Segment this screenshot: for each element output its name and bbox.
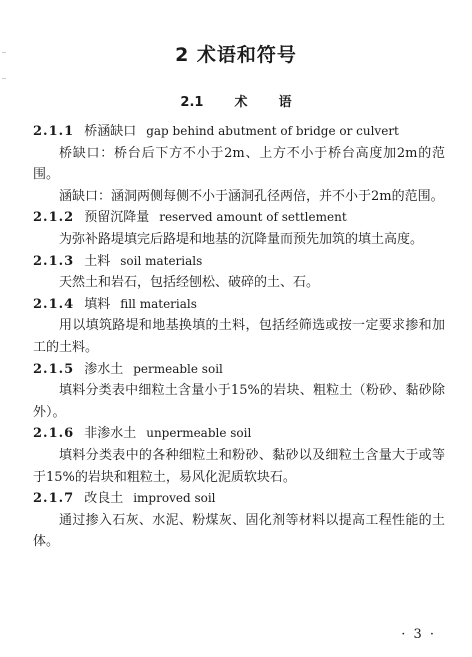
term-entry	[33, 294, 445, 359]
section-name-part: 语	[278, 95, 292, 110]
term-entry	[33, 423, 445, 488]
term-heading	[33, 423, 445, 445]
term-heading	[33, 207, 445, 229]
term-english: improved soil	[133, 491, 216, 506]
term-number: 2.1.4	[33, 296, 75, 312]
term-number: 2.1.3	[33, 253, 75, 269]
terms-list	[33, 121, 445, 553]
term-number: 2.1.1	[33, 124, 75, 139]
term-chinese: 改良土	[84, 491, 124, 507]
term-heading	[33, 121, 445, 143]
term-english: gap behind abutment of bridge or culvert	[146, 124, 399, 138]
term-entry	[33, 121, 445, 207]
term-definition: 填料分类表中的各种细粒土和粉砂、黏砂以及细粒土含量大于或等于15%的岩块和粗粒土，易风化泥质软块石。	[33, 447, 445, 485]
term-definition: 桥缺口：桥台后下方不小于2m、上方不小于桥台高度加2m的范围。	[33, 145, 445, 183]
section-number: 2.1	[180, 95, 204, 110]
term-english: reserved amount of settlement	[159, 210, 347, 225]
term-chinese: 预留沉降量	[84, 210, 150, 226]
term-heading	[33, 488, 445, 510]
term-chinese: 渗水土	[84, 361, 124, 377]
term-definition: 用以填筑路堤和地基换填的土料，包括经筛选或按一定要求掺和加工的土料。	[33, 318, 445, 355]
section-title	[0, 91, 472, 110]
term-entry	[33, 251, 445, 294]
term-number: 2.1.6	[33, 426, 75, 442]
term-heading	[33, 251, 445, 273]
term-definition: 为弥补路堤填完后路堤和地基的沉降量而预先加筑的填土高度。	[59, 231, 424, 247]
section-name-part: 术	[234, 95, 248, 110]
term-chinese: 桥涵缺口	[84, 124, 137, 139]
term-chinese: 土料	[84, 253, 111, 269]
term-chinese: 填料	[84, 296, 111, 312]
term-chinese: 非渗水土	[84, 426, 137, 442]
margin-mark	[2, 78, 6, 79]
term-english: permeable soil	[133, 361, 223, 376]
term-entry	[33, 488, 445, 553]
term-definition: 通过掺入石灰、水泥、粉煤灰、固化剂等材料以提高工程性能的土体。	[33, 512, 445, 550]
term-english: fill materials	[120, 296, 197, 311]
term-entry	[33, 207, 445, 250]
page-number: · 3 ·	[401, 627, 436, 642]
term-entry	[33, 359, 445, 424]
term-number: 2.1.5	[33, 361, 75, 377]
term-definition: 涵缺口：涵洞两侧每侧不小于涵洞孔径两倍，并不小于2m的范围。	[59, 188, 444, 204]
term-number: 2.1.7	[33, 491, 75, 507]
term-definition: 填料分类表中细粒土含量小于15%的岩块、粗粒土（粉砂、黏砂除外）。	[33, 383, 445, 420]
term-number: 2.1.2	[33, 210, 75, 226]
term-english: soil materials	[120, 253, 203, 268]
term-english: unpermeable soil	[146, 426, 252, 441]
chapter-title: 2 术语和符号	[175, 44, 297, 66]
term-heading	[33, 294, 445, 316]
term-definition: 天然土和岩石，包括经刨松、破碎的土、石。	[59, 275, 320, 291]
term-heading	[33, 359, 445, 381]
